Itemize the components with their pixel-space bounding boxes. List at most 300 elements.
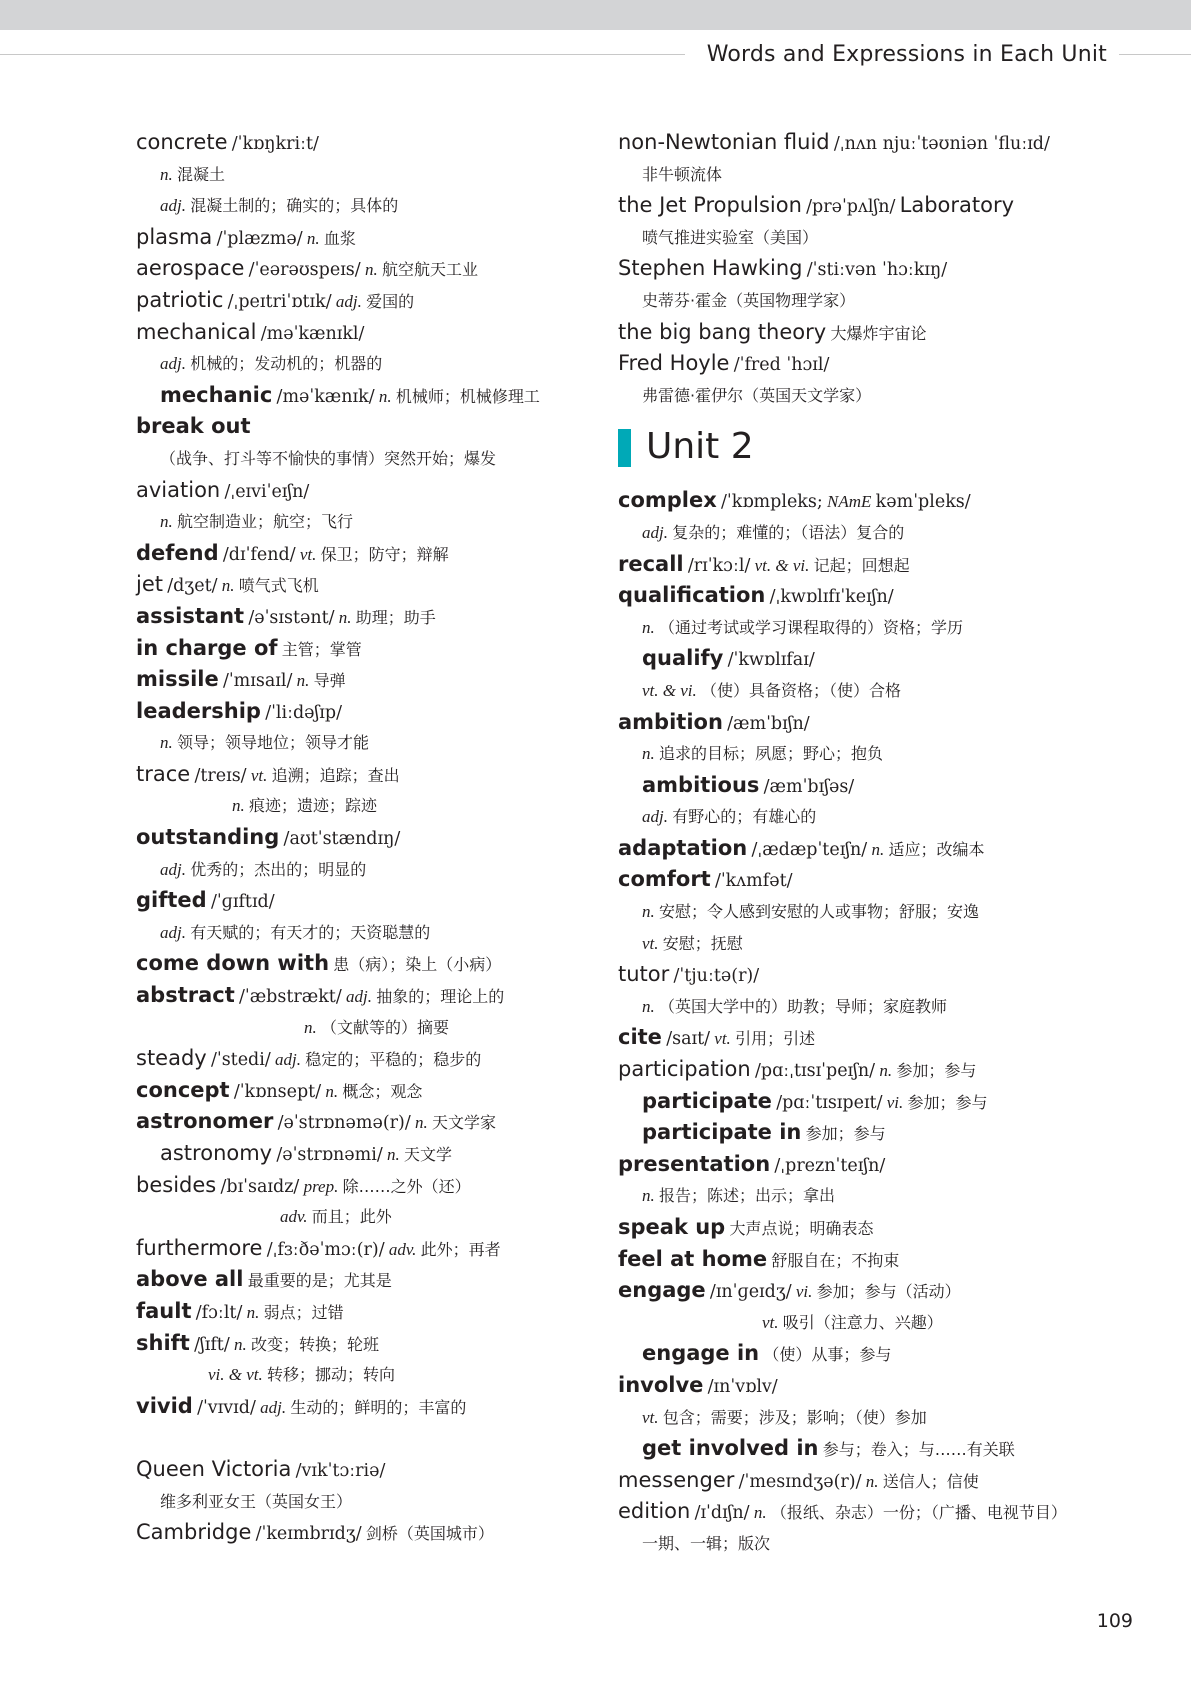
headword: astronomer (136, 1109, 274, 1134)
phonetic: /treɪs/ (194, 765, 247, 786)
chinese-meaning: 安慰；抚慰 (662, 933, 743, 953)
chinese-meaning: 追求的目标；夙愿；野心；抱负 (659, 744, 884, 764)
vocab-entry (136, 1233, 606, 1265)
chinese-meaning: 生动的；鲜明的；丰富的 (290, 1397, 467, 1417)
headword: edition (618, 1499, 691, 1524)
chinese-meaning: 血浆 (323, 228, 356, 248)
headword: feel at home (618, 1246, 768, 1271)
part-of-speech: vt. (714, 1029, 731, 1049)
chinese-meaning: 喷气推进实验室（美国） (642, 227, 819, 247)
unit-heading (618, 417, 1118, 475)
chinese-meaning: （使）从事；参与 (763, 1345, 892, 1365)
chinese-meaning: 吸引（注意力、兴趣） (782, 1312, 943, 1332)
chinese-meaning: 导弹 (313, 671, 346, 691)
part-of-speech: n. (306, 228, 320, 248)
phonetic: /məˈkænɪk/ (276, 386, 375, 407)
phonetic: /ˈkɒnsept/ (233, 1081, 322, 1102)
vocab-definition-line (618, 896, 1118, 928)
headword: patriotic (136, 287, 224, 312)
vocab-entry (618, 1338, 1118, 1370)
vocab-entry (618, 1054, 1118, 1086)
right-column (618, 127, 1118, 1560)
chinese-meaning: 有天赋的；有天才的；天资聪慧的 (190, 922, 431, 942)
part-of-speech: n. (642, 617, 655, 637)
phonetic: /ɪˈdɪʃn/ (694, 1503, 750, 1524)
phonetic: /ˈmesɪndʒə(r)/ (738, 1471, 862, 1492)
vocab-entry (136, 664, 606, 696)
vocab-entry (136, 1170, 606, 1202)
chinese-meaning: 概念；观念 (342, 1081, 423, 1101)
phonetic: /dʒet/ (167, 576, 218, 597)
chinese-meaning: 追溯；追踪；查出 (271, 765, 400, 785)
chinese-meaning: 史蒂芬·霍金（英国物理学家） (642, 290, 856, 310)
unit-title: Unit 2 (646, 426, 754, 468)
chinese-meaning: 报告；陈述；出示；拿出 (659, 1186, 836, 1206)
vocab-entry (136, 759, 606, 791)
headword: in charge of (136, 635, 278, 660)
phonetic: /ˈeərəʊspeɪs/ (248, 260, 361, 281)
part-of-speech: n. (221, 576, 235, 596)
chinese-meaning: 航空航天工业 (381, 260, 478, 280)
phonetic: /ˈkɒmpleks; (721, 492, 823, 513)
part-of-speech: vt. (642, 1407, 659, 1427)
phonetic: /əˈstrɒnəmə(r)/ (277, 1113, 411, 1134)
part-of-speech: adj. (160, 196, 186, 216)
chinese-meaning: 稳定的；平稳的；稳步的 (305, 1050, 482, 1070)
chinese-meaning: 安慰；令人感到安慰的人或事物；舒服；安逸 (659, 902, 980, 922)
headword: comfort (618, 867, 711, 892)
part-of-speech: n. (304, 1017, 317, 1037)
headword: defend (136, 540, 219, 565)
headword: furthermore (136, 1235, 263, 1260)
part-of-speech: adj. (335, 291, 362, 311)
vocab-entry (136, 1517, 606, 1549)
part-of-speech: adj. (275, 1050, 301, 1070)
vocab-entry (618, 190, 1118, 222)
part-of-speech: adj. (642, 807, 668, 827)
part-of-speech: n. (642, 902, 655, 922)
headword: Stephen Hawking (618, 256, 803, 281)
headword: adaptation (618, 835, 748, 860)
headword: recall (618, 551, 684, 576)
chinese-meaning: （通过考试或学习课程取得的）资格；学历 (659, 617, 964, 637)
chinese-meaning: 复杂的；难懂的；（语法）复合的 (672, 522, 905, 542)
phonetic: /ˈstiːvən ˈhɔːkɪŋ/ (806, 260, 948, 281)
vocab-entry (136, 538, 606, 570)
vocab-entry (136, 222, 606, 254)
part-of-speech: NAmE (827, 492, 872, 512)
phonetic: /ʃɪft/ (194, 1334, 230, 1355)
chinese-meaning: 弱点；过错 (263, 1302, 344, 1322)
part-of-speech: n. (871, 839, 885, 859)
part-of-speech: adj. (160, 922, 186, 942)
chinese-meaning: 混凝土制的；确实的；具体的 (190, 196, 399, 216)
vocab-entry (618, 1433, 1118, 1465)
phonetic: /ˌfɜːðəˈmɔː(r)/ (266, 1239, 385, 1260)
chinese-meaning: 领导；领导地位；领导才能 (177, 733, 370, 753)
headword-continued: Laboratory (899, 193, 1015, 218)
headword: the big bang theory (618, 319, 827, 344)
chinese-meaning: 抽象的；理论上的 (376, 987, 505, 1007)
vocab-definition-line (618, 517, 1118, 549)
phonetic: /ɪnˈɡeɪdʒ/ (709, 1282, 792, 1303)
phonetic: /ˈvɪvɪd/ (197, 1397, 256, 1418)
phonetic: /æmˈbɪʃəs/ (763, 776, 855, 797)
vocab-list-unit1 (136, 127, 606, 1549)
vocab-entry (618, 127, 1118, 159)
part-of-speech: vi. (886, 1092, 904, 1112)
vocab-entry (618, 549, 1118, 581)
headword: Fred Hoyle (618, 351, 730, 376)
phonetic: /pɑːˈtɪsɪpeɪt/ (776, 1092, 883, 1113)
chinese-meaning: 机械的；发动机的；机器的 (190, 354, 383, 374)
headword: get involved in (642, 1436, 819, 1461)
phonetic: /fɔːlt/ (195, 1302, 243, 1323)
vocab-entry (136, 475, 606, 507)
vocab-definition-line (618, 738, 1118, 770)
vocab-definition-line (618, 380, 1118, 412)
phonetic: /ˈkwɒlɪfaɪ/ (727, 650, 815, 671)
phonetic: /ˈkʌmfət/ (714, 871, 793, 892)
chinese-meaning: 主管；掌管 (281, 639, 362, 659)
vocab-entry (136, 253, 606, 285)
headword: the Jet Propulsion (618, 193, 802, 218)
part-of-speech: vt. (250, 765, 268, 785)
vocab-entry (136, 380, 606, 412)
headword: abstract (136, 983, 235, 1008)
phonetic: /ˌnʌn njuːˈtəʊniən ˈfluːɪd/ (833, 134, 1050, 154)
phonetic: /ˈfred ˈhɔɪl/ (733, 355, 830, 376)
phonetic: /pɑːˌtɪsɪˈpeɪʃn/ (754, 1061, 876, 1082)
headword: participate (642, 1088, 772, 1113)
chinese-meaning: 送信人；信使 (882, 1471, 979, 1491)
phonetic: /bɪˈsaɪdz/ (220, 1176, 300, 1197)
vocab-entry (136, 1106, 606, 1138)
chinese-meaning: 转移；挪动；转向 (267, 1365, 396, 1385)
part-of-speech: n. (642, 744, 655, 764)
part-of-speech: n. (325, 1081, 339, 1101)
headword: participate in (642, 1120, 802, 1145)
part-of-speech: adj. (260, 1397, 287, 1417)
vocab-entry (136, 317, 606, 349)
chinese-meaning: 航空制造业；航空；飞行 (177, 512, 354, 532)
vocab-entry (618, 1496, 1118, 1528)
vocab-entry (136, 696, 606, 728)
part-of-speech: adj. (345, 987, 372, 1007)
vocab-entry (618, 770, 1118, 802)
headword: outstanding (136, 825, 280, 850)
part-of-speech: n. (879, 1061, 893, 1081)
headword: non-Newtonian fluid (618, 130, 830, 154)
chinese-meaning: （报纸、杂志）一份；（广播、电视节目） (770, 1503, 1067, 1523)
vocab-entry (136, 1328, 606, 1360)
headword: participation (618, 1057, 751, 1082)
part-of-speech: n. (364, 260, 378, 280)
phonetic: /rɪˈkɔːl/ (687, 555, 751, 576)
phonetic: /ˌeɪviˈeɪʃn/ (224, 481, 310, 502)
part-of-speech: n. (296, 671, 310, 691)
chinese-meaning: 适应；改编本 (888, 839, 985, 859)
headword: aviation (136, 477, 221, 502)
vocab-entry (618, 253, 1118, 285)
part-of-speech: n. (160, 733, 173, 753)
part-of-speech: adj. (160, 354, 186, 374)
phonetic: /ˈplæzmə/ (216, 228, 303, 249)
chinese-meaning: 记起；回想起 (813, 555, 910, 575)
page-number: 109 (1096, 1610, 1133, 1632)
chinese-meaning: 大声点说；明确表态 (729, 1219, 874, 1238)
vocab-entry (136, 569, 606, 601)
phonetic: /ɪnˈvɒlv/ (707, 1376, 778, 1397)
vocab-entry (618, 1086, 1118, 1118)
chinese-meaning: （英国大学中的）助教；导师；家庭教师 (659, 996, 948, 1016)
vocab-entry (618, 643, 1118, 675)
part-of-speech: n. (378, 386, 392, 406)
chinese-meaning: 此外；再者 (420, 1239, 501, 1259)
vocab-definition-line (618, 991, 1118, 1023)
vocab-entry (136, 1075, 606, 1107)
chinese-meaning: 喷气式飞机 (238, 576, 319, 596)
vocab-definition-line (136, 854, 606, 886)
headword: qualify (642, 646, 724, 671)
vocab-entry (136, 633, 606, 665)
part-of-speech: adj. (160, 859, 186, 879)
chinese-meaning: 痕迹；遗迹；踪迹 (249, 796, 378, 816)
chinese-meaning: 而且；此外 (311, 1207, 392, 1227)
chinese-meaning: 参加；参与 (805, 1124, 886, 1144)
vocab-entry (136, 948, 606, 980)
vocab-entry (136, 980, 606, 1012)
chinese-meaning: 混凝土 (177, 164, 226, 184)
phonetic: /əˈstrɒnəmi/ (276, 1145, 383, 1165)
vocab-definition-line (136, 727, 606, 759)
vocab-definition-line (618, 675, 1118, 707)
vocab-entry (136, 127, 606, 159)
chinese-meaning: 爱国的 (366, 291, 415, 311)
headword: concept (136, 1077, 230, 1102)
chinese-meaning: 弗雷德·霍伊尔（英国天文学家） (642, 385, 872, 405)
vocab-entry (618, 1022, 1118, 1054)
chinese-meaning: 天文学 (403, 1145, 452, 1164)
vocab-definition-line (136, 1486, 606, 1518)
chinese-meaning: 非牛顿流体 (642, 164, 723, 184)
chinese-meaning: 参加；参与 (907, 1092, 988, 1112)
section-gap (136, 1422, 606, 1454)
vocab-definition-line (618, 222, 1118, 254)
vocab-definition-line (136, 443, 606, 475)
headword: tutor (618, 962, 670, 987)
vocab-entry (618, 1212, 1118, 1244)
vocab-entry (618, 707, 1118, 739)
headword: ambitious (642, 772, 760, 797)
part-of-speech: n. (160, 164, 173, 184)
phonetic: /ˌædæpˈteɪʃn/ (751, 839, 868, 860)
part-of-speech: n. (338, 607, 352, 627)
phonetic: /ˌpeɪtriˈɒtɪk/ (227, 291, 332, 312)
vocab-entry (136, 411, 606, 443)
vocab-entry (618, 1117, 1118, 1149)
chinese-meaning: 助理；助手 (355, 607, 436, 627)
chinese-meaning: 参加；参与（活动） (816, 1282, 961, 1302)
headword: ambition (618, 709, 723, 734)
headword: messenger (618, 1467, 735, 1492)
phonetic: /ˈliːdəʃɪp/ (265, 702, 342, 723)
part-of-speech: vt. (642, 933, 659, 953)
headword: assistant (136, 603, 245, 628)
phonetic: /ˈmɪsaɪl/ (222, 671, 293, 692)
vocab-entry (136, 285, 606, 317)
vocab-definition-line (618, 612, 1118, 644)
headword: gifted (136, 888, 207, 913)
part-of-speech: vt. & vi. (754, 555, 810, 575)
headword: mechanical (136, 319, 257, 344)
phonetic: /æmˈbɪʃn/ (727, 713, 810, 734)
vocab-entry (136, 1043, 606, 1075)
phonetic: /aʊtˈstændɪŋ/ (283, 829, 401, 850)
chinese-meaning: 剑桥（英国城市） (365, 1524, 494, 1544)
vocab-entry (618, 1149, 1118, 1181)
headword: concrete (136, 130, 228, 154)
chinese-meaning: 改变；转换；轮班 (250, 1334, 379, 1354)
chinese-meaning: 保卫；防守；辩解 (320, 544, 449, 564)
part-of-speech: vt. (762, 1312, 779, 1332)
headword: leadership (136, 698, 261, 723)
headword: involve (618, 1372, 704, 1397)
chinese-meaning: （战争、打斗等不愉快的事情）突然开始；爆发 (160, 448, 497, 468)
phonetic: /ˈkɒŋkriːt/ (231, 134, 319, 154)
phonetic: /ˈkeɪmbrɪdʒ/ (255, 1524, 362, 1545)
headword: cite (618, 1025, 662, 1050)
part-of-speech: n. (642, 1186, 655, 1206)
headword: missile (136, 667, 219, 692)
phonetic: /ˈæbstrækt/ (239, 987, 342, 1008)
headword: engage in (642, 1341, 760, 1366)
headword: speak up (618, 1215, 726, 1239)
vocab-entry (618, 1465, 1118, 1497)
vocab-definition-line (136, 348, 606, 380)
vocab-entry (136, 1264, 606, 1296)
chinese-meaning: 机械师；机械修理工 (395, 386, 540, 406)
headword: astronomy (160, 1141, 273, 1165)
vocab-entry (618, 317, 1118, 349)
phonetic: /vɪkˈtɔːriə/ (295, 1460, 386, 1481)
vocab-entry (136, 1138, 606, 1170)
vocab-definition-line (136, 1359, 606, 1391)
vocab-definition-line (618, 1528, 1118, 1560)
phonetic: /ˈɡɪftɪd/ (210, 892, 275, 913)
vocab-definition-line (618, 1180, 1118, 1212)
chinese-meaning: 一期、一辑；版次 (642, 1533, 771, 1553)
part-of-speech: n. (232, 796, 245, 816)
vocab-definition-line (136, 190, 606, 222)
vocab-entry (136, 1391, 606, 1423)
vocab-entry (618, 1244, 1118, 1276)
headword: Cambridge (136, 1520, 252, 1545)
chinese-meaning: 患（病）；染上（小病） (333, 955, 502, 975)
phonetic: /prəˈpʌlʃn/ (806, 197, 896, 218)
vocab-entry (136, 885, 606, 917)
headword: engage (618, 1278, 706, 1303)
chinese-meaning: 最重要的是；尤其是 (247, 1271, 392, 1291)
headword: aerospace (136, 256, 245, 281)
chinese-meaning: 参加；参与 (896, 1061, 977, 1081)
chinese-meaning: 参与；卷入；与……有关联 (822, 1440, 1015, 1460)
phonetic: /dɪˈfend/ (222, 544, 296, 565)
part-of-speech: n. (865, 1471, 879, 1491)
part-of-speech: vi. & vt. (208, 1365, 263, 1385)
phonetic: /məˈkænɪkl/ (260, 323, 365, 344)
vocab-definition-line (136, 506, 606, 538)
chinese-meaning: 有野心的；有雄心的 (672, 807, 817, 827)
part-of-speech: n. (753, 1503, 767, 1523)
chinese-meaning: 引用；引述 (735, 1029, 816, 1049)
phonetic: /ˌkwɒlɪfɪˈkeɪʃn/ (769, 587, 894, 608)
left-column (136, 127, 606, 1549)
headword: vivid (136, 1393, 193, 1418)
vocab-entry (136, 822, 606, 854)
chinese-meaning: （使）具备资格；（使）合格 (701, 680, 902, 700)
headword: plasma (136, 224, 213, 249)
vocab-definition-line (618, 285, 1118, 317)
chinese-meaning: 除……之外（还） (342, 1176, 471, 1196)
phonetic: /saɪt/ (666, 1029, 711, 1050)
headword: above all (136, 1267, 244, 1292)
unit-heading-bar (618, 429, 631, 467)
chinese-meaning: 维多利亚女王（英国女王） (160, 1491, 353, 1511)
vocab-entry (618, 833, 1118, 865)
running-header: Words and Expressions in Each Unit (685, 42, 1119, 67)
part-of-speech: n. (246, 1302, 260, 1322)
phonetic-variant: kəmˈpleks/ (875, 492, 971, 513)
vocab-entry (618, 348, 1118, 380)
headword: break out (136, 414, 251, 439)
part-of-speech: prep. (303, 1176, 339, 1196)
vocab-entry (618, 1370, 1118, 1402)
headword: Queen Victoria (136, 1456, 292, 1481)
vocab-definition-line (136, 159, 606, 191)
chinese-meaning: 舒服自在；不拘束 (771, 1250, 900, 1270)
vocab-entry (618, 959, 1118, 991)
part-of-speech: n. (160, 512, 173, 532)
headword: come down with (136, 951, 330, 976)
vocab-definition-line (136, 1012, 606, 1044)
headword: complex (618, 488, 717, 513)
headword: jet (136, 572, 163, 597)
vocab-entry (136, 1296, 606, 1328)
headword: qualification (618, 583, 766, 608)
vocab-entry (618, 485, 1118, 517)
vocab-entry (618, 864, 1118, 896)
part-of-speech: n. (415, 1113, 428, 1133)
vocab-list-unit2 (618, 485, 1118, 1559)
vocab-entry (618, 580, 1118, 612)
vocab-list-proper-nouns (618, 127, 1118, 411)
headword: mechanic (160, 382, 273, 407)
phonetic: /əˈsɪstənt/ (248, 607, 335, 628)
vocab-definition-line (618, 1307, 1118, 1339)
headword: besides (136, 1172, 217, 1197)
vocab-definition-line (136, 790, 606, 822)
part-of-speech: adv. (280, 1207, 308, 1227)
part-of-speech: n. (642, 996, 655, 1016)
phonetic: /ˈstedi/ (210, 1050, 271, 1071)
vocab-entry (618, 1275, 1118, 1307)
headword: presentation (618, 1151, 771, 1176)
vocab-entry (136, 601, 606, 633)
vocab-definition-line (618, 159, 1118, 191)
chinese-meaning: 优秀的；杰出的；明显的 (190, 859, 367, 879)
chinese-meaning: 包含；需要；涉及；影响；（使）参加 (662, 1407, 927, 1427)
